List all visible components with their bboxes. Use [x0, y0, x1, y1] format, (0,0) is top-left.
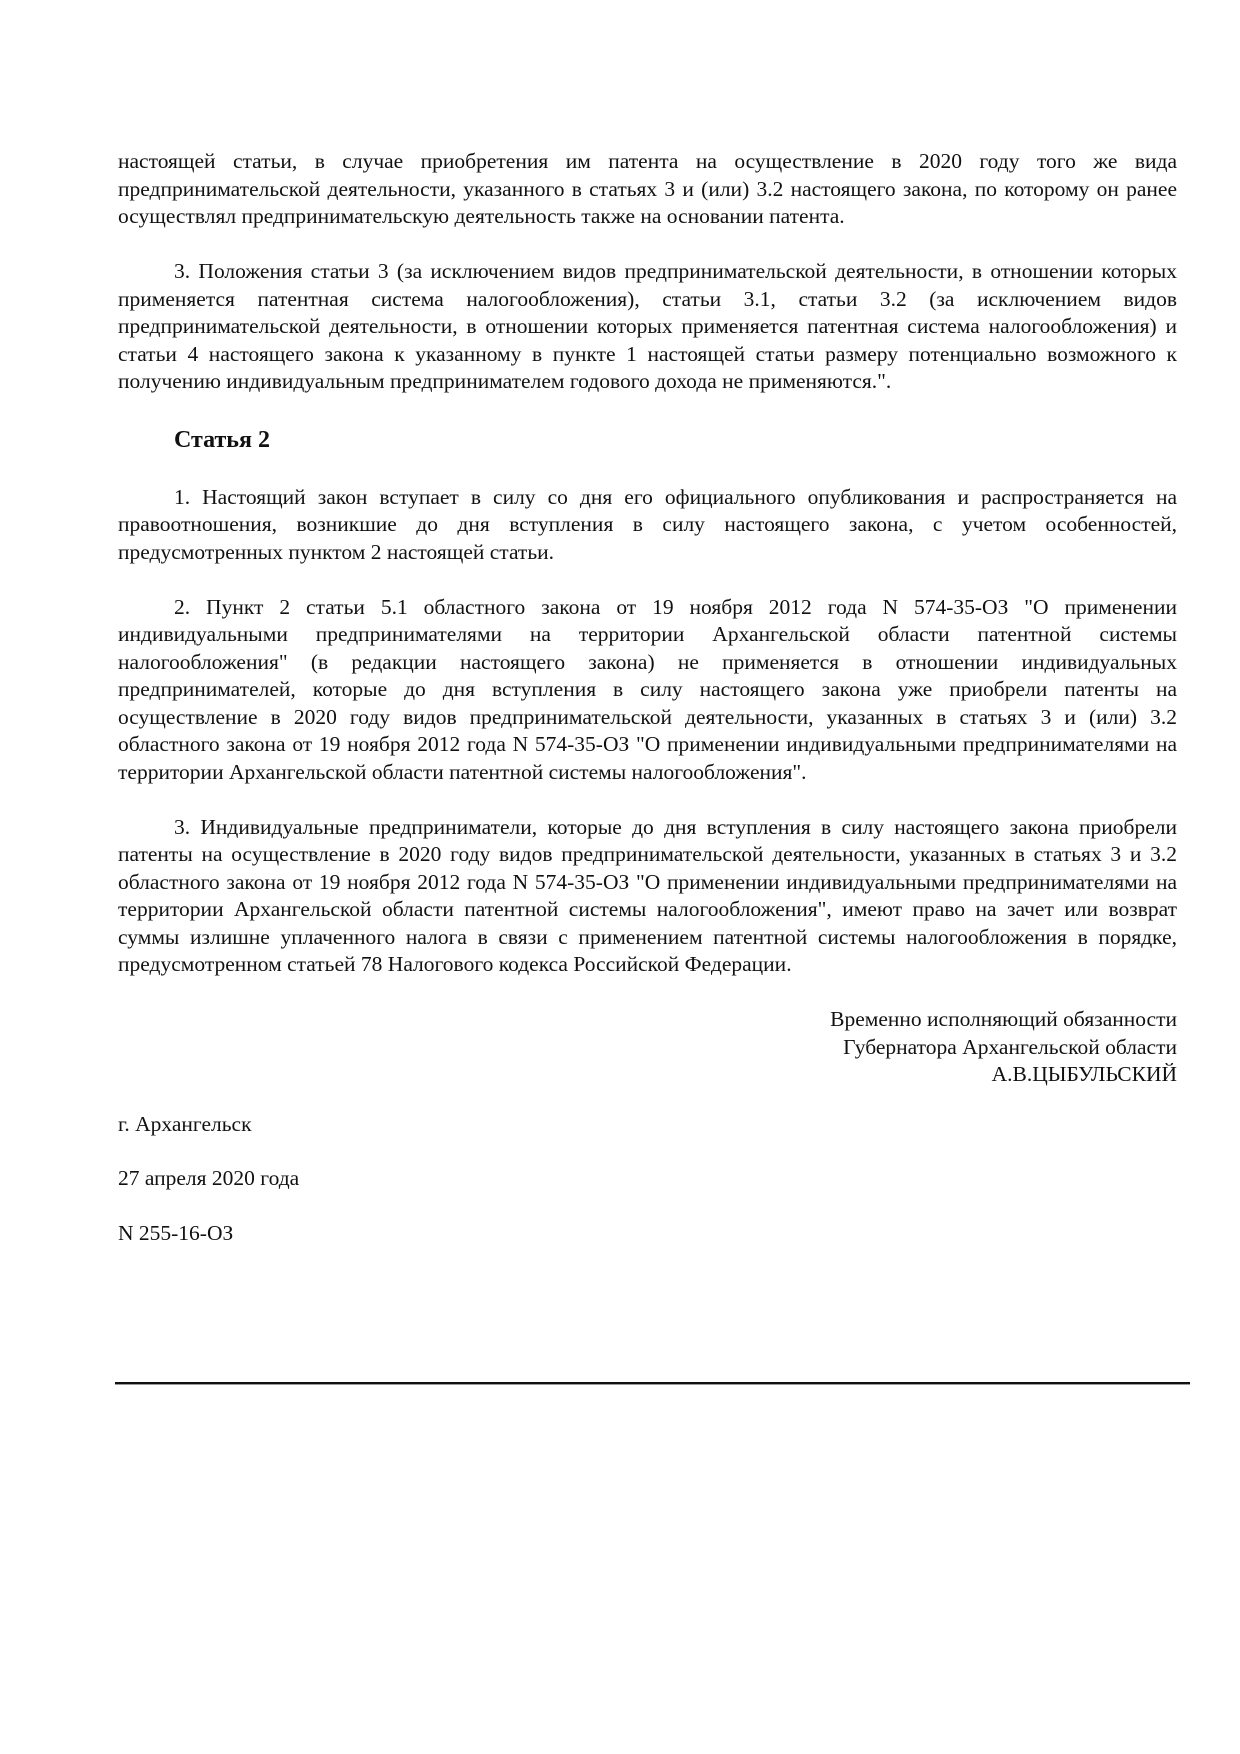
- article-2-paragraph-3: 3. Индивидуальные предприниматели, которые до дня вступления в силу настоящего закона приобрели патенты на осуществление в 2020 году видов предпринимательской деятельности, указанных в статьях 3 и 3.2 областного закона от 19 ноября 2012 года N 574-35-ОЗ "О применении индивидуальными предпринимателями на территории Архангельской области патентной системы налогообложения", имеют право на зачет или возврат суммы излишне уплаченного налога в связи с применением патентной системы налогообложения в порядке, предусмотренном статьей 78 Налогового кодекса Российской Федерации.: [118, 814, 1177, 976]
- horizontal-divider: [115, 1382, 1190, 1385]
- signatory-name: А.В.ЦЫБУЛЬСКИЙ: [991, 1062, 1177, 1086]
- article-2-paragraph-2: 2. Пункт 2 статьи 5.1 областного закона от 19 ноября 2012 года N 574-35-ОЗ "О применении индивидуальными предпринимателями на территории Архангельской области патентной системы налогообложения" (в редакции настоящего закона) не применяется в отношении индивидуальных предпринимателей, которые до дня вступления в силу настоящего закона уже приобрели патенты на осуществление в 2020 году видов предпринимательской деятельности, указанных в статьях 3 и (или) 3.2 областного закона от 19 ноября 2012 года N 574-35-ОЗ "О применении индивидуальными предпринимателями на территории Архангельской области патентной системы налогообложения".: [118, 594, 1177, 784]
- document-meta: [118, 1111, 1177, 1248]
- law-number: N 255-16-ОЗ: [118, 1220, 234, 1245]
- signature-title-line-2: Губернатора Архангельской области: [843, 1034, 1177, 1059]
- paragraph-3: 3. Положения статьи 3 (за исключением видов предпринимательской деятельности, в отношении которых применяется патентная система налогообложения), статьи 3.1, статьи 3.2 (за исключением видов предпринимательской деятельности, в отношении которых применяется патентная система налогообложения) и статьи 4 настоящего закона к указанному в пункте 1 настоящей статьи размеру потенциально возможного к получению индивидуальным предпринимателем годового дохода не применяются.".: [118, 259, 1177, 393]
- date: 27 апреля 2020 года: [118, 1166, 300, 1190]
- article-2-paragraph-1: 1. Настоящий закон вступает в силу со дня его официального опубликования и распространяется на правоотношения, возникшие до дня вступления в силу настоящего закона, с учетом особенностей, предусмотренных пунктом 2 настоящей статьи.: [118, 484, 1177, 564]
- signature-title-line-1: Временно исполняющий обязанности: [830, 1007, 1177, 1031]
- continuation-paragraph: настоящей статьи, в случае приобретения им патента на осуществление в 2020 году того же вида предпринимательской деятельности, указанного в статьях 3 и (или) 3.2 настоящего закона, по которому он ранее осуществлял предпринимательскую деятельность также на основании патента.: [118, 149, 1177, 228]
- city: г. Архангельск: [118, 1111, 252, 1136]
- article-2-heading: Статья 2: [174, 426, 270, 453]
- document-page: [118, 148, 1177, 1247]
- signature-block: [118, 1006, 1177, 1089]
